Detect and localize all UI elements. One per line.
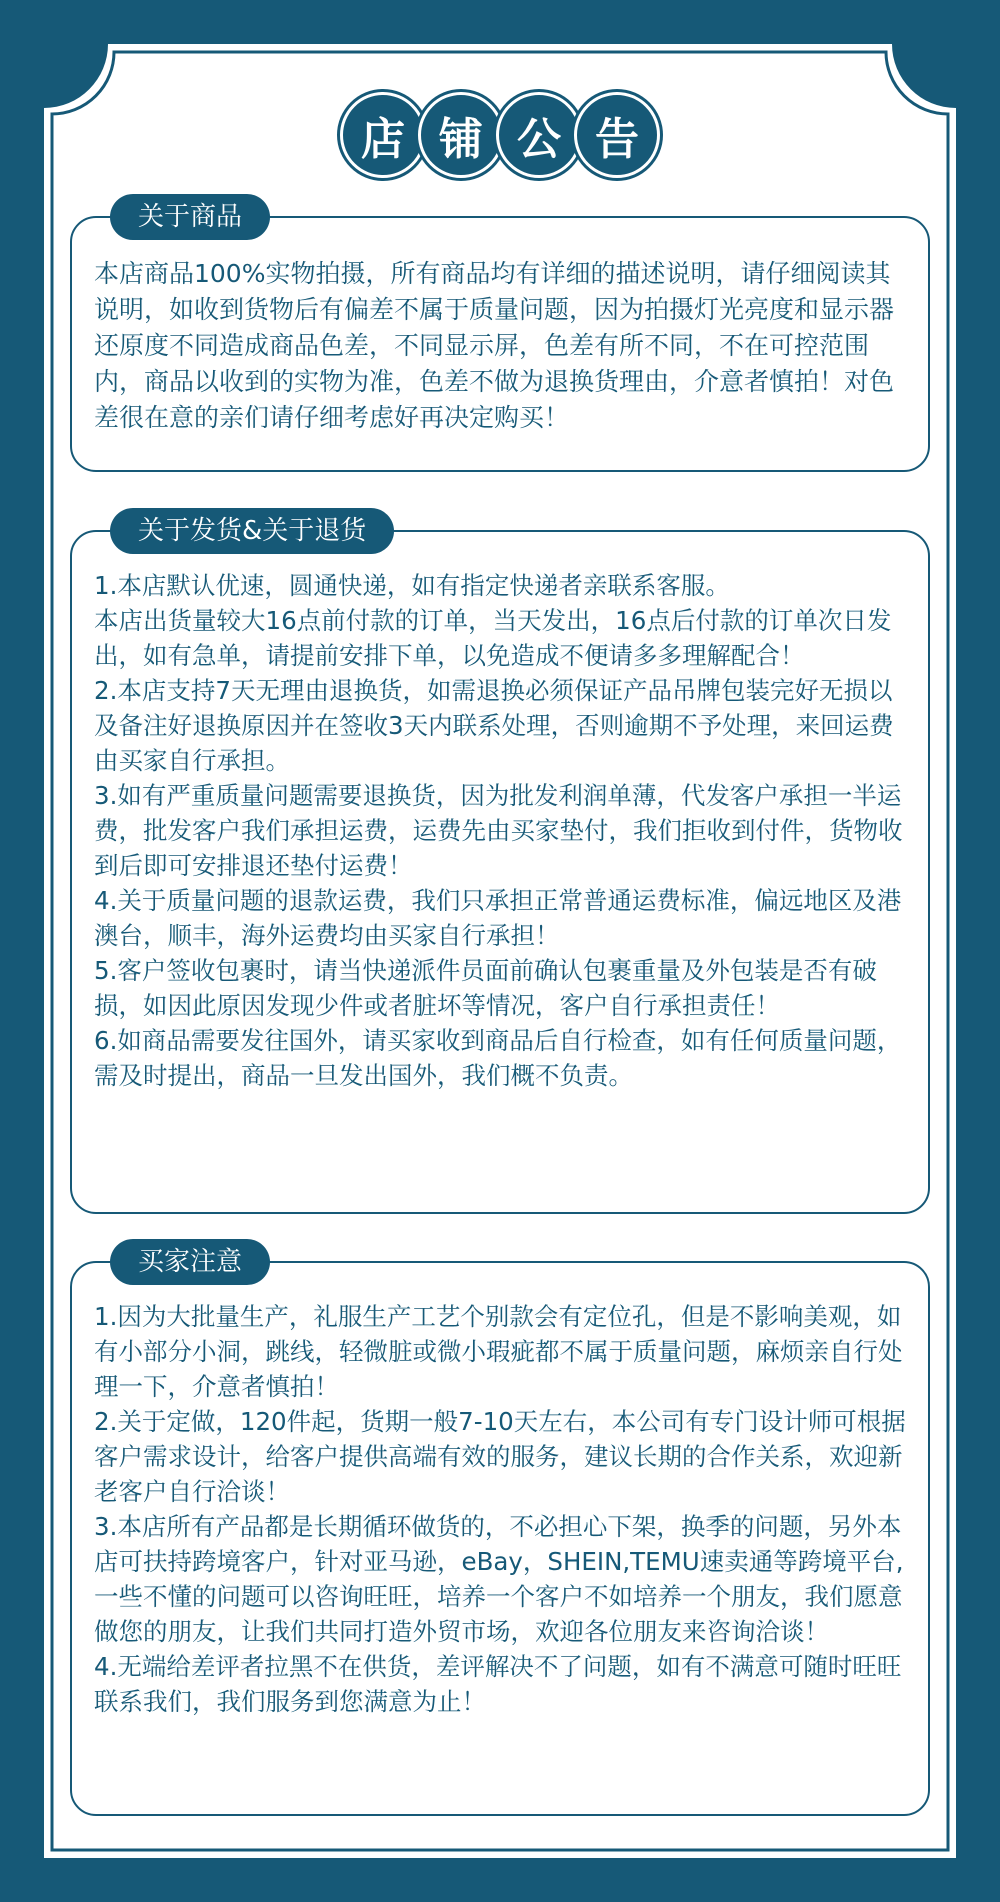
section-paragraph: 6.如商品需要发往国外，请买家收到商品后自行检查，如有任何质量问题，需及时提出，商品一旦发出国外，我们概不负责。	[94, 1026, 902, 1090]
section-buyer-notes	[70, 1247, 930, 1816]
section-paragraph: 2.关于定做，120件起，货期一般7-10天左右，本公司有专门设计师可根据客户需求设计，给客户提供高端有效的服务，建议长期的合作关系，欢迎新老客户自行洽谈！	[94, 1407, 906, 1506]
notice-title	[0, 92, 1000, 178]
section-paragraph: 1.本店默认优速，圆通快递，如有指定快递者亲联系客服。	[94, 571, 730, 600]
section-paragraph: 3.本店所有产品都是长期循环做货的，不必担心下架，换季的问题，另外本店可扶持跨境客户，针对亚马逊，eBay，SHEIN,TEMU速卖通等跨境平台,一些不懂的问题可以咨询旺旺，培养一个客户不如培养一个朋友，我们愿意做您的朋友，让我们共同打造外贸市场，欢迎各位朋友来咨询洽谈！	[94, 1512, 904, 1646]
section-paragraph: 本店商品100%实物拍摄，所有商品均有详细的描述说明，请仔细阅读其说明，如收到货物后有偏差不属于质量问题，因为拍摄灯光亮度和显示器还原度不同造成商品色差，不同显示屏，色差有所不同，不在可控范围内，商品以收到的实物为准，色差不做为退换货理由，介意者慎拍！对色差很在意的亲们请仔细考虑好再决定购买！	[94, 259, 895, 432]
section-label: 关于发货&关于退货	[110, 508, 394, 554]
section-paragraph: 3.如有严重质量问题需要退换货，因为批发利润单薄，代发客户承担一半运费，批发客户我们承担运费，运费先由买家垫付，我们拒收到付件，货物收到后即可安排退还垫付运费！	[94, 781, 903, 880]
section-label: 关于商品	[110, 194, 270, 240]
title-char: 公	[496, 92, 582, 178]
section-paragraph: 4.关于质量问题的退款运费，我们只承担正常普通运费标准，偏远地区及港澳台，顺丰，海外运费均由买家自行承担！	[94, 886, 902, 950]
section-paragraph: 1.因为大批量生产，礼服生产工艺个别款会有定位孔，但是不影响美观，如有小部分小洞，跳线，轻微脏或微小瑕疵都不属于质量问题，麻烦亲自行处理一下，介意者慎拍！	[94, 1302, 903, 1401]
section-paragraph: 2.本店支持7天无理由退换货，如需退换必须保证产品吊牌包装完好无损以及备注好退换原因并在签收3天内联系处理，否则逾期不予处理，来回运费由买家自行承担。	[94, 676, 894, 775]
section-label: 买家注意	[110, 1239, 270, 1285]
section-paragraph: 本店出货量较大16点前付款的订单，当天发出，16点后付款的订单次日发出，如有急单，请提前安排下单，以免造成不便请多多理解配合！	[94, 606, 892, 670]
title-char: 告	[574, 92, 660, 178]
section-paragraph: 5.客户签收包裹时，请当快递派件员面前确认包裹重量及外包装是否有破损，如因此原因发现少件或者脏坏等情况，客户自行承担责任！	[94, 956, 877, 1020]
section-body	[94, 256, 910, 436]
section-shipping-returns	[70, 516, 930, 1214]
section-body	[94, 568, 910, 1093]
section-paragraph: 4.无端给差评者拉黑不在供货，差评解决不了问题，如有不满意可随时旺旺联系我们，我们服务到您满意为止！	[94, 1652, 902, 1716]
section-product	[70, 202, 930, 472]
title-char: 店	[340, 92, 426, 178]
title-char: 铺	[418, 92, 504, 178]
section-body	[94, 1299, 910, 1719]
